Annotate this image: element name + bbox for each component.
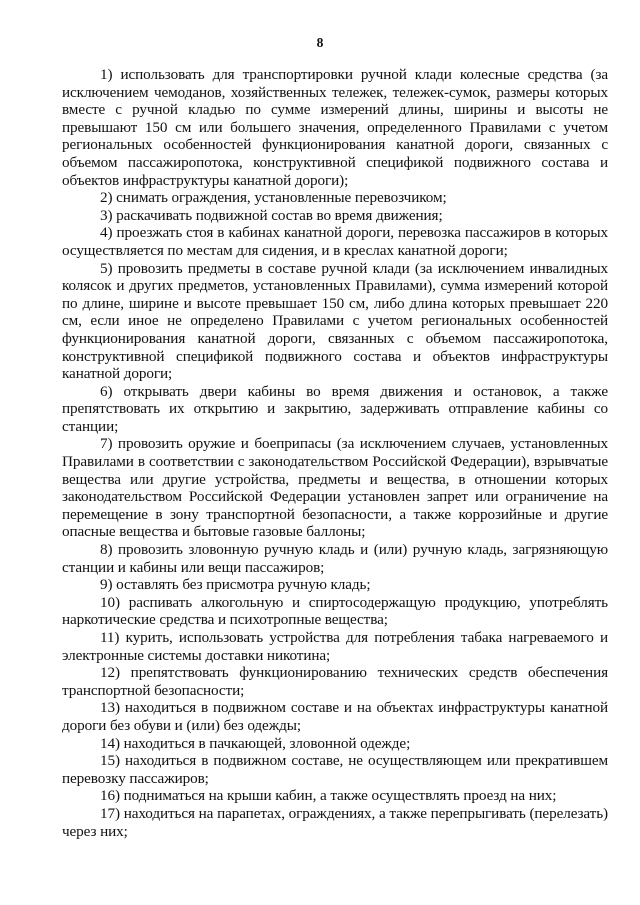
list-item-15: 15) находиться в подвижном составе, не осуществляющем или прекратившем перевозку пассажиров; <box>62 752 608 787</box>
list-item-3: 3) раскачивать подвижной состав во время движения; <box>100 206 443 224</box>
list-item-7: 7) провозить оружие и боеприпасы (за исключением случаев, установленных Правилами в соответствии с законодательством Российской Федерации), взрывчатые вещества или другие устройства, предметы и вещества, в отношении которых законодательством Российской Федерации установлен запрет или ограничение на перемещение в зону транспортной безопасности, а также коррозийные и другие опасные вещества и бытовые газовые баллоны; <box>62 435 608 541</box>
list-item-2: 2) снимать ограждения, установленные перевозчиком; <box>100 189 447 207</box>
list-item-14: 14) находиться в пачкающей, зловонной одежде; <box>100 734 411 752</box>
list-item-10: 10) распивать алкогольную и спиртосодержащую продукцию, употреблять наркотические средства и психотропные вещества; <box>62 593 608 629</box>
list-item-9: 9) оставлять без присмотра ручную кладь; <box>100 576 371 594</box>
list-item-13: 13) находиться в подвижном составе и на объектах инфраструктуры канатной дороги без обуви и (или) без одежды; <box>62 699 608 734</box>
prohibitions-list <box>62 66 608 840</box>
list-item-5: 5) провозить предметы в составе ручной клади (за исключением инвалидных колясок и других предметов, установленных Правилами), сумма измерений которой по длине, ширине и высоте превышает 150 см, либо длина которых превышает 220 см, если иное не определено Правилами с учетом региональных особенностей функционирования канатной дороги, связанных с объемом пассажиропотока, конструктивной спецификой подвижного состава и объектов инфраструктуры канатной дороги; <box>62 259 608 383</box>
list-item-8: 8) провозить зловонную ручную кладь и (или) ручную кладь, загрязняющую станции и кабины или вещи пассажиров; <box>62 541 608 576</box>
list-item-17: 17) находиться на парапетах, ограждениях, а также перепрыгивать (перелезать) через них; <box>62 804 608 840</box>
list-item-16: 16) подниматься на крыши кабин, а также осуществлять проезд на них; <box>100 787 557 805</box>
list-item-11: 11) курить, использовать устройства для потребления табака нагреваемого и электронные системы доставки никотина; <box>62 629 608 664</box>
page-number: 8 <box>316 35 324 50</box>
list-item-12: 12) препятствовать функционированию технических средств обеспечения транспортной безопасности; <box>62 664 608 699</box>
list-item-6: 6) открывать двери кабины во время движения и остановок, а также препятствовать их открытию и закрытию, задерживать отправление кабины со станции; <box>62 382 608 435</box>
list-item-1: 1) использовать для транспортировки ручной клади колесные средства (за исключением чемоданов, хозяйственных тележек, тележек-сумок, размеры которых вместе с ручной кладью по сумме измерений длины, ширины и высоты не превышают 150 см или большего значения, определенного Правилами с учетом региональных особенностей функционирования канатной дороги, связанных с объемом пассажиропотока, конструктивной спецификой подвижного состава и объектов инфраструктуры канатной дороги); <box>62 66 608 189</box>
list-item-4: 4) проезжать стоя в кабинах канатной дороги, перевозка пассажиров в которых осуществляется по местам для сидения, и в креслах канатной дороги; <box>62 224 608 259</box>
